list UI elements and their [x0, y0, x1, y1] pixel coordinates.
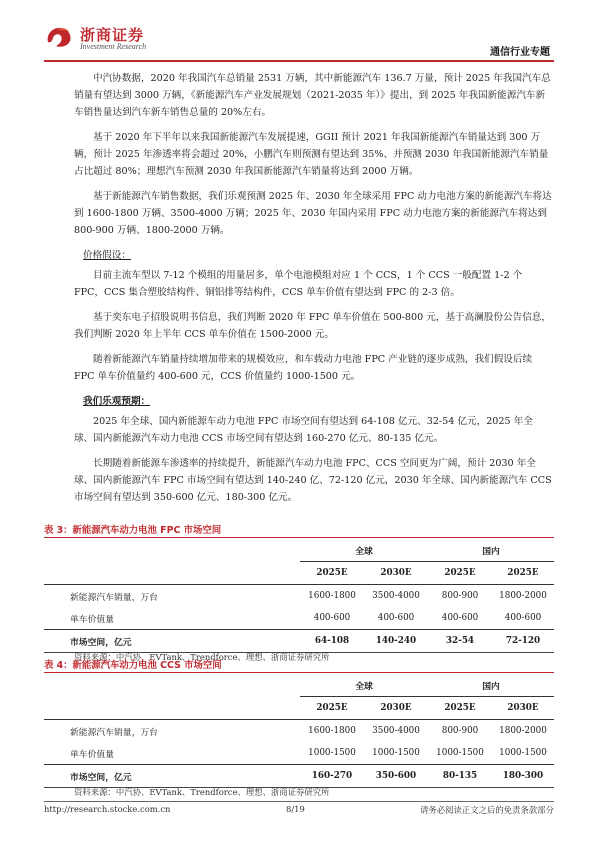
paragraph: 中汽协数据，2020 年我国汽车总销量 2531 万辆，其中新能源汽车 136.7 万量，预计 2025 年我国汽车总销量有望达到 3000 万辆，《新能源汽车产业发展规划（2021-2035 年）》提出，到 2025 年我国新能源汽车新车销售量达到汽车新车销售总量的 20%左右。 — [74, 73, 551, 118]
cell: 64-108 — [300, 630, 364, 653]
body-text — [74, 70, 552, 514]
cell: 160-270 — [300, 765, 364, 788]
table3-title: 表 3：新能源汽车动力电池 FPC 市场空间 — [44, 525, 222, 536]
table-header-row — [44, 674, 554, 697]
year-cell: 2025E — [316, 568, 348, 578]
group-domestic: 国内 — [428, 674, 554, 697]
forecast-label: 我们乐观预期： — [83, 396, 151, 407]
paragraph: 长期随着新能源车渗透率的持续提升，新能源汽车动力电池 FPC、CCS 空间更为广阔，预计 2030 年全球、国内新能源汽车 FPC 市场空间有望达到 140-240 亿、72-120 亿元，2030 年全球、国内新能源汽车 CCS 市场空间有望达到 350-600 亿元、180-300 亿元。 — [74, 458, 552, 503]
cell: 400-600 — [377, 613, 415, 623]
paragraph: 2025 年全球、国内新能源车动力电池 FPC 市场空间有望达到 64-108 亿元、32-54 亿元，2025 年全球、国内新能源汽车动力电池 CCS 市场空间有望达到 160-270 亿元、80-135 亿元。 — [74, 416, 533, 444]
cell: 800-900 — [428, 585, 492, 608]
row-label: 市场空间，亿元 — [44, 765, 300, 788]
cell: 1000-1500 — [499, 748, 547, 758]
table4-source: 资料来源：中汽协、EVTank、Trendforce、理想、浙商证券研究所 — [74, 787, 330, 797]
cell: 32-54 — [428, 630, 492, 653]
cell: 180-300 — [492, 765, 554, 788]
footer-divider — [44, 801, 554, 802]
cell: 1000-1500 — [308, 748, 356, 758]
row-label: 新能源汽车销量，万台 — [44, 585, 300, 608]
year-cell: 2030E — [507, 703, 539, 713]
cell: 400-600 — [313, 613, 351, 623]
cell: 3500-4000 — [364, 720, 428, 743]
table-year-row — [44, 562, 554, 585]
cell: 1600-1800 — [300, 585, 364, 608]
cell: 80-135 — [428, 765, 492, 788]
year-cell: 2025E — [316, 703, 348, 713]
cell: 3500-4000 — [364, 585, 428, 608]
table-row — [44, 765, 554, 788]
section-title: 通信行业专题 — [490, 47, 550, 58]
year-cell: 2030E — [380, 568, 412, 578]
cell: 350-600 — [364, 765, 428, 788]
table-row — [44, 607, 554, 630]
row-label: 新能源汽车销量，万台 — [44, 720, 300, 743]
cell: 800-900 — [428, 720, 492, 743]
page-header — [0, 0, 600, 62]
table3-source: 资料来源：中汽协、EVTank、Trendforce、理想、浙商证券研究所 — [74, 652, 330, 662]
cell: 1800-2000 — [492, 585, 554, 608]
logo-subtitle: Investment Research — [80, 42, 147, 51]
footer-disclaimer: 请务必阅读正文之后的免责条款部分 — [420, 805, 554, 815]
paragraph: 随着新能源汽车销量持续增加带来的规模效应，和车载动力电池 FPC 产业链的逐步成熟，我们假设后续 FPC 单车价值量约 400-600 元，CCS 价值量约 1000-1500 元。 — [74, 354, 533, 382]
paragraph: 基于新能源汽车销售数据，我们乐观预测 2025 年、2030 年全球采用 FPC 动力电池方案的新能源汽车将达到 1600-1800 万辆、3500-4000 万辆；2025 年、2030 年国内采用 FPC 动力电池方案的新能源汽车将达到 800-900 万辆、1800-2000 万辆。 — [74, 191, 552, 236]
page-number: 8/19 — [286, 804, 305, 814]
row-label: 市场空间，亿元 — [44, 630, 300, 653]
group-global: 全球 — [300, 674, 428, 697]
year-cell: 2025E — [507, 568, 539, 578]
table4-title: 表 4：新能源汽车动力电池 CCS 市场空间 — [44, 660, 222, 671]
cell: 1000-1500 — [436, 748, 484, 758]
table3-top-rule — [44, 537, 554, 538]
table3 — [44, 539, 554, 653]
year-cell: 2025E — [444, 568, 476, 578]
row-label: 单车价值量 — [70, 749, 114, 760]
table-row — [44, 720, 554, 743]
table-row — [44, 585, 554, 608]
year-cell: 2025E — [444, 703, 476, 713]
group-global: 全球 — [300, 539, 428, 562]
table-year-row — [44, 697, 554, 720]
cell: 1800-2000 — [492, 720, 554, 743]
header-divider — [44, 60, 554, 62]
group-domestic: 国内 — [428, 539, 554, 562]
table4-top-rule — [44, 672, 554, 673]
cell: 400-600 — [441, 613, 479, 623]
price-assumption-label: 价格假设： — [83, 250, 131, 261]
paragraph: 目前主流车型以 7-12 个模组的用量居多，单个电池模组对应 1 个 CCS，1 个 CCS 一般配置 1-2 个 FPC，CCS 集合塑胶结构件、铜铝排等结构件，CCS 单车价值有望达到 FPC 的 2-3 倍。 — [74, 270, 523, 298]
cell: 140-240 — [364, 630, 428, 653]
cell: 72-120 — [492, 630, 554, 653]
company-logo-icon — [44, 24, 76, 50]
paragraph: 基于奕东电子招股说明书信息，我们判断 2020 年 FPC 单车价值在 500-800 元，基于高澜股份公告信息，我们判断 2020 年上半年 CCS 单车价值在 1500-2000 元。 — [74, 312, 551, 340]
table4 — [44, 674, 554, 788]
row-label: 单车价值量 — [70, 614, 114, 625]
year-cell: 2030E — [380, 703, 412, 713]
table-header-row — [44, 539, 554, 562]
table-row — [44, 742, 554, 765]
cell: 1000-1500 — [372, 748, 420, 758]
paragraph: 基于 2020 年下半年以来我国新能源汽车发展提速，GGII 预计 2021 年我国新能源汽车销量达到 300 万辆，预计 2025 年渗透率将会超过 20%，小鹏汽车则预测有望达到 35%、并预测 2030 年我国新能源汽车销量占比超过 80%；理想汽车预测 2030 年我国新能源汽车销量将达到 2000 万辆。 — [74, 132, 549, 177]
footer-url[interactable]: http://research.stocke.com.cn — [44, 804, 171, 814]
logo-name: 浙商证券 — [80, 26, 145, 44]
cell: 1600-1800 — [300, 720, 364, 743]
table-row — [44, 630, 554, 653]
cell: 400-600 — [504, 613, 542, 623]
